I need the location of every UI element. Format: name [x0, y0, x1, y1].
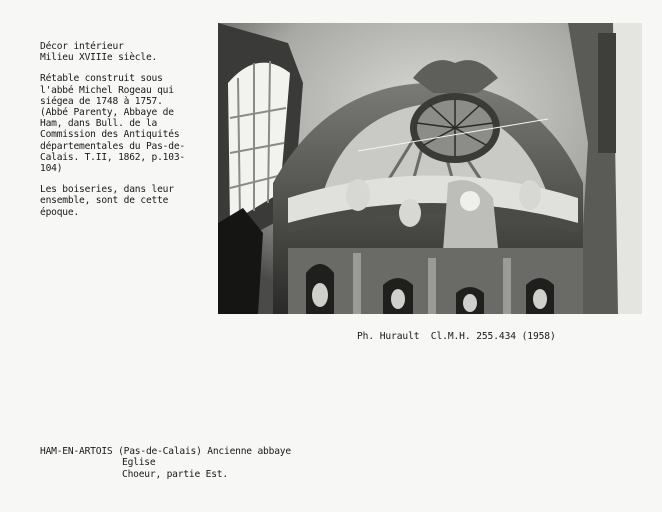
location-caption	[40, 446, 291, 480]
note-line: Décor intérieur	[40, 41, 124, 52]
note-line: (Abbé Parenty, Abbaye de	[40, 107, 174, 119]
location-line: Eglise	[122, 457, 156, 469]
choir-photograph-illustration	[218, 23, 642, 314]
note-line: Rétable construit sous	[40, 73, 163, 85]
note-line: époque.	[40, 206, 80, 218]
note-line: départementales du Pas-de-	[40, 140, 185, 152]
location-line: HAM-EN-ARTOIS (Pas-de-Calais) Ancienne abbaye	[40, 446, 291, 457]
note-line: siégea de 1748 à 1757.	[40, 95, 163, 107]
choir-photograph	[218, 23, 642, 314]
note-line: ensemble, sont de cette	[40, 195, 169, 207]
description-notes	[40, 41, 210, 218]
note-line: Commission des Antiquités	[40, 129, 180, 141]
photo-credit: Ph. Hurault Cl.M.H. 255.434 (1958)	[357, 331, 556, 342]
note-line: l'abbé Michel Rogeau qui	[40, 84, 174, 96]
note-line: Les boiseries, dans leur	[40, 184, 174, 196]
note-line: Milieu XVIIIe siècle.	[40, 52, 158, 64]
note-line: Ham, dans Bull. de la	[40, 118, 158, 130]
note-line: 104)	[40, 163, 63, 175]
note-line: Calais. T.II, 1862, p.103-	[40, 151, 185, 163]
location-line: Choeur, partie Est.	[122, 468, 228, 480]
